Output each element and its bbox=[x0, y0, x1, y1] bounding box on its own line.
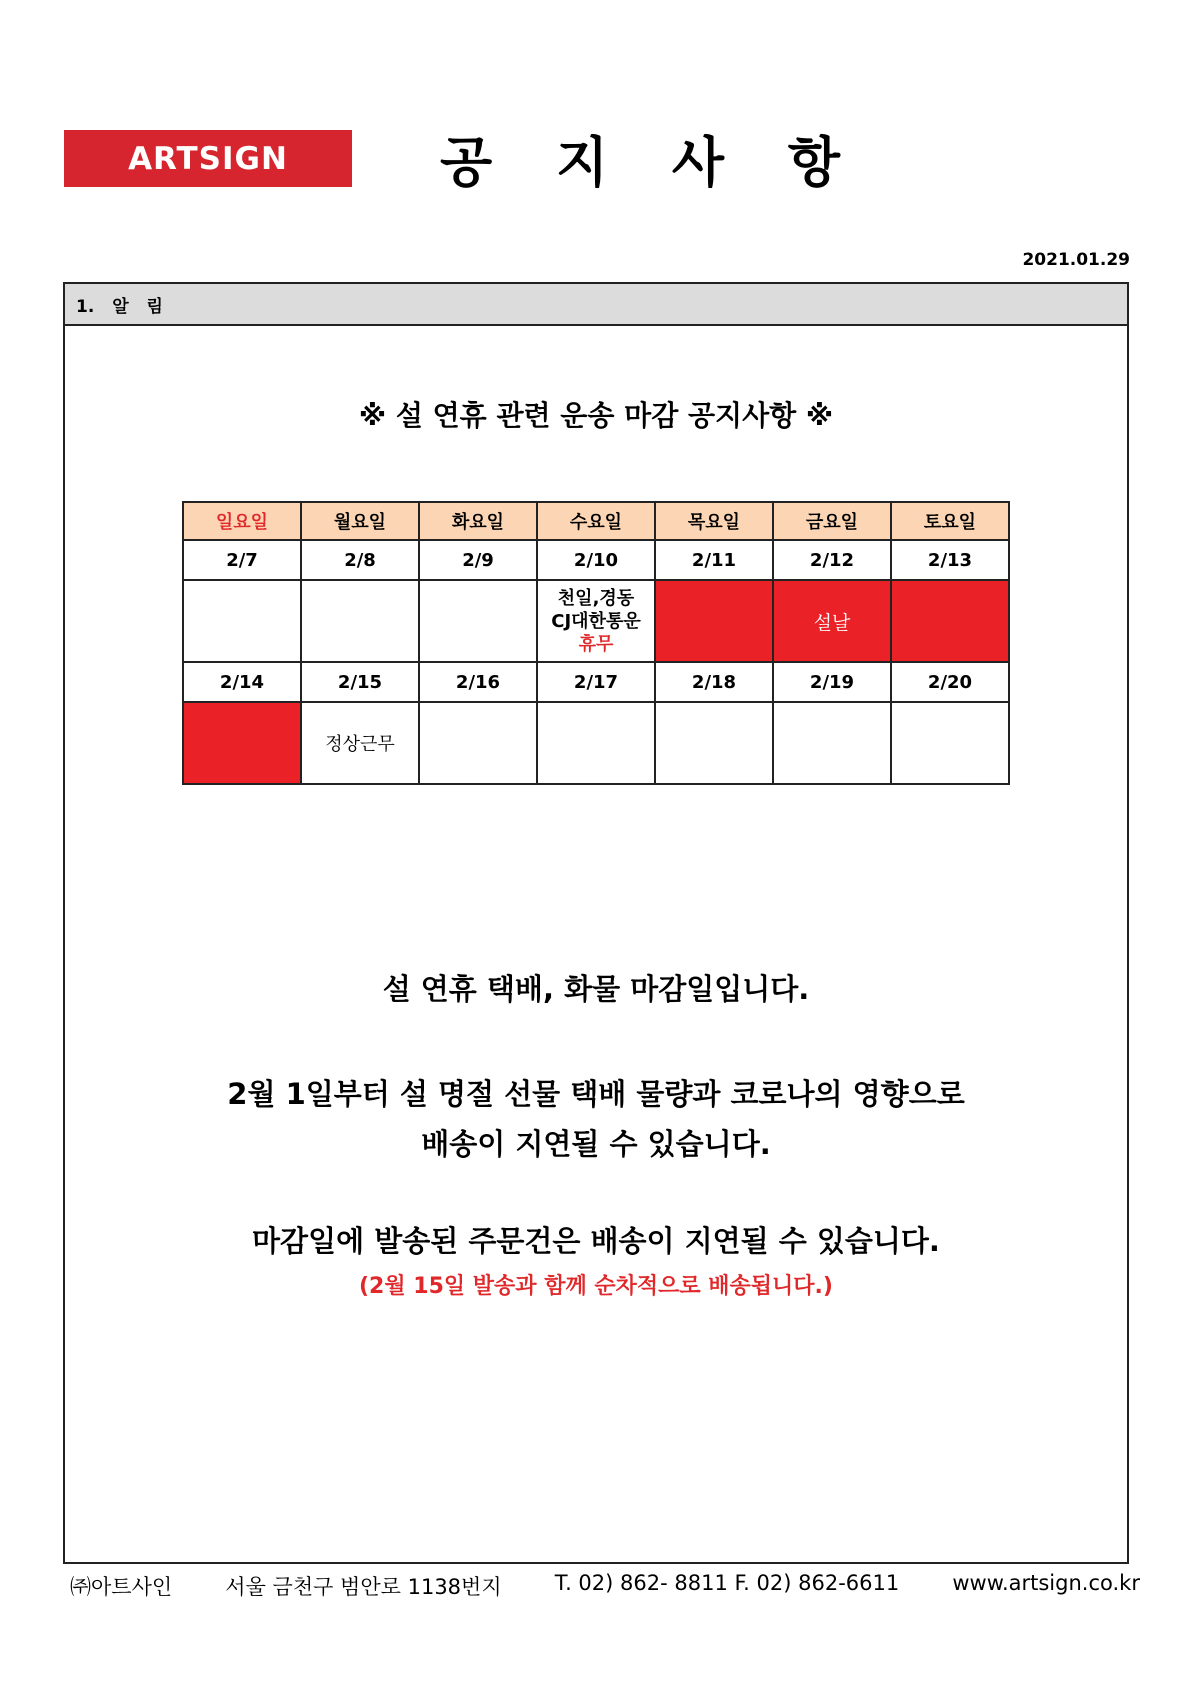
artsign-logo: ARTSIGN bbox=[64, 130, 352, 187]
footer bbox=[70, 1571, 1140, 1601]
week2-dates-row bbox=[183, 662, 1009, 702]
notice-heading: ※ 설 연휴 관련 운송 마감 공지사항 ※ bbox=[358, 399, 834, 432]
date-cell: 2/19 bbox=[773, 662, 891, 702]
shipping-resume-message: (2월 15일 발송과 함께 순차적으로 배송됩니다.) bbox=[359, 1274, 833, 1299]
holiday-calendar bbox=[182, 501, 1010, 785]
weekday-sunday: 일요일 bbox=[183, 502, 301, 540]
notice-date: 2021.01.29 bbox=[1022, 250, 1130, 270]
delay-message bbox=[65, 1069, 1127, 1169]
date-cell: 2/9 bbox=[419, 540, 537, 580]
note-line-closed: 휴무 bbox=[578, 633, 614, 655]
footer-company: ㈜아트사인 bbox=[70, 1575, 173, 1599]
date-cell: 2/7 bbox=[183, 540, 301, 580]
delay-message-line: 2월 1일부터 설 명절 선물 택배 물량과 코로나의 영향으로 bbox=[227, 1077, 965, 1111]
title-char: 항 bbox=[787, 130, 840, 194]
weekday-saturday: 토요일 bbox=[891, 502, 1009, 540]
date-cell: 2/12 bbox=[773, 540, 891, 580]
weekday-monday: 월요일 bbox=[301, 502, 419, 540]
week1-status-row bbox=[183, 580, 1009, 662]
date-cell: 2/13 bbox=[891, 540, 1009, 580]
weekday-thursday: 목요일 bbox=[655, 502, 773, 540]
delay-message-line: 배송이 지연될 수 있습니다. bbox=[421, 1127, 771, 1161]
date-cell: 2/14 bbox=[183, 662, 301, 702]
date-cell: 2/8 bbox=[301, 540, 419, 580]
holiday-cell bbox=[891, 580, 1009, 662]
status-cell bbox=[537, 702, 655, 784]
note-line: 천일,경동 bbox=[557, 587, 635, 609]
normal-work-cell: 정상근무 bbox=[301, 702, 419, 784]
date-cell: 2/20 bbox=[891, 662, 1009, 702]
section-header bbox=[65, 284, 1127, 326]
note-line: CJ대한통운 bbox=[551, 610, 641, 632]
notice-frame bbox=[63, 282, 1129, 1564]
week1-dates-row bbox=[183, 540, 1009, 580]
status-cell bbox=[891, 702, 1009, 784]
courier-closure-note bbox=[537, 580, 655, 662]
holiday-cell bbox=[655, 580, 773, 662]
footer-address: 서울 금천구 범안로 1138번지 bbox=[225, 1575, 502, 1599]
title-char: 사 bbox=[671, 130, 725, 194]
status-cell bbox=[183, 580, 301, 662]
section-label: 1. 알 림 bbox=[76, 296, 163, 317]
status-cell bbox=[301, 580, 419, 662]
title-char: 공 bbox=[440, 130, 493, 194]
holiday-cell bbox=[183, 702, 301, 784]
date-cell: 2/17 bbox=[537, 662, 655, 702]
date-cell: 2/15 bbox=[301, 662, 419, 702]
footer-website: www.artsign.co.kr bbox=[952, 1571, 1140, 1595]
status-cell bbox=[773, 702, 891, 784]
weekday-tuesday: 화요일 bbox=[419, 502, 537, 540]
holiday-label-cell: 설날 bbox=[773, 580, 891, 662]
weekday-friday: 금요일 bbox=[773, 502, 891, 540]
date-cell: 2/16 bbox=[419, 662, 537, 702]
status-cell bbox=[419, 702, 537, 784]
status-cell bbox=[419, 580, 537, 662]
title-char: 지 bbox=[555, 130, 609, 194]
weekday-wednesday: 수요일 bbox=[537, 502, 655, 540]
date-cell: 2/10 bbox=[537, 540, 655, 580]
week2-status-row bbox=[183, 702, 1009, 784]
closing-day-message: 설 연휴 택배, 화물 마감일입니다. bbox=[382, 972, 810, 1006]
page-title bbox=[440, 118, 840, 198]
status-cell bbox=[655, 702, 773, 784]
date-cell: 2/18 bbox=[655, 662, 773, 702]
date-cell: 2/11 bbox=[655, 540, 773, 580]
order-delay-message: 마감일에 발송된 주문건은 배송이 지연될 수 있습니다. bbox=[252, 1224, 940, 1258]
weekday-header-row bbox=[183, 502, 1009, 540]
footer-contact: T. 02) 862- 8811 F. 02) 862-6611 bbox=[554, 1571, 900, 1595]
